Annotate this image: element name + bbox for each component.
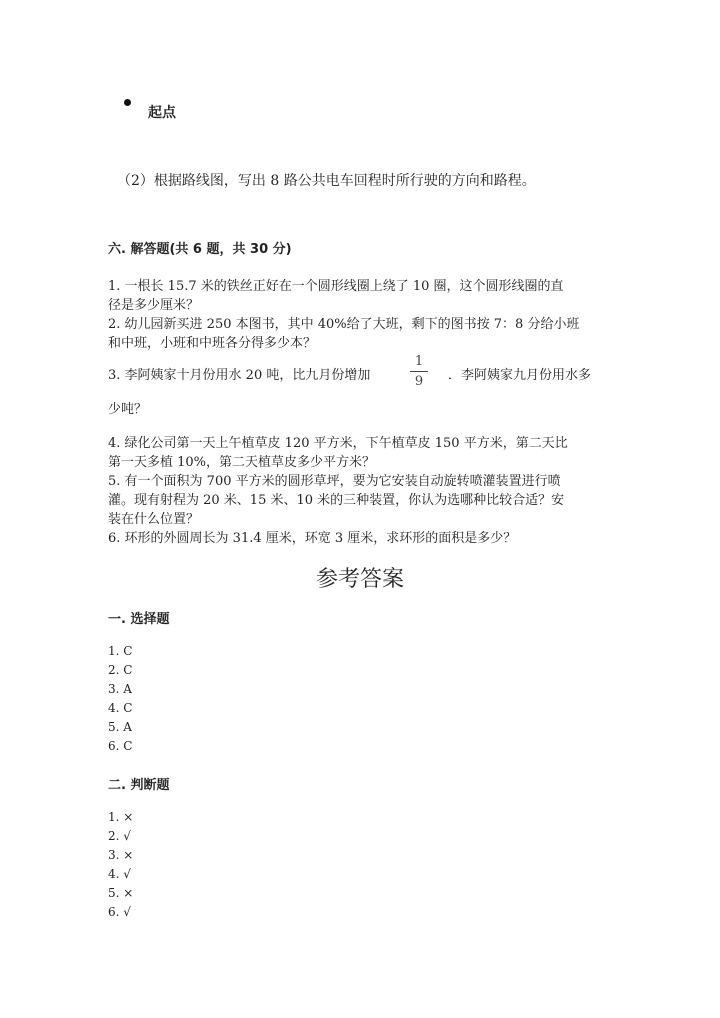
problem-3-text-cont: ．李阿姨家九月份用水多 bbox=[448, 368, 592, 383]
answer-item: 3. A bbox=[108, 682, 132, 696]
fraction-bar bbox=[410, 371, 428, 372]
problem-line: 1. 一根长 15.7 米的铁丝正好在一个圆形线圈上绕了 10 圈，这个圆形线圈的直 bbox=[108, 279, 564, 294]
choice-heading: 一. 选择题 bbox=[108, 612, 170, 627]
question-2-text: （2）根据路线图，写出 8 路公共电车回程时所行驶的方向和路程。 bbox=[117, 173, 536, 189]
answer-item: 6. √ bbox=[108, 905, 131, 919]
answer-item: 2. √ bbox=[108, 829, 131, 843]
fraction-denominator: 9 bbox=[414, 374, 424, 389]
problem-line: 灌。现有射程为 20 米、15 米、10 米的三种装置，你认为选哪种比较合适？安 bbox=[108, 493, 565, 508]
answer-item: 1. C bbox=[108, 644, 133, 658]
answer-item: 5. A bbox=[108, 720, 132, 734]
problem-line: 2. 幼儿园新买进 250 本图书，其中 40%给了大班，剩下的图书按 7：8 分给小班 bbox=[108, 317, 580, 332]
problem-line: 和中班，小班和中班各分得多少本？ bbox=[108, 336, 317, 351]
problem-line: 6. 环形的外圆周长为 31.4 厘米，环宽 3 厘米，求环形的面积是多少？ bbox=[108, 531, 517, 546]
judge-heading: 二. 判断题 bbox=[108, 778, 170, 793]
start-label: 起点 bbox=[148, 105, 176, 121]
fraction-one-ninth bbox=[410, 355, 428, 389]
answer-item: 4. √ bbox=[108, 867, 131, 881]
fraction-numerator: 1 bbox=[414, 354, 424, 369]
problem-line: 径是多少厘米？ bbox=[108, 298, 200, 313]
problem-line: 4. 绿化公司第一天上午植草皮 120 平方米，下午植草皮 150 平方米，第二天比 bbox=[108, 436, 568, 451]
answer-item: 1. × bbox=[108, 810, 134, 824]
problem-3-line2: 少吨？ bbox=[108, 402, 148, 417]
answer-item: 5. × bbox=[108, 886, 134, 900]
answer-item: 4. C bbox=[108, 701, 133, 715]
section-6-heading: 六. 解答题(共 6 题，共 30 分) bbox=[108, 242, 292, 257]
problem-line: 装在什么位置？ bbox=[108, 512, 200, 527]
problem-line: 5. 有一个面积为 700 平方米的圆形草坪，要为它安装自动旋转喷灌装置进行喷 bbox=[108, 474, 561, 489]
answers-title: 参考答案 bbox=[315, 567, 404, 592]
answer-item: 2. C bbox=[108, 663, 133, 677]
start-point-marker bbox=[124, 99, 131, 106]
problem-3-text: 3. 李阿姨家十月份用水 20 吨，比九月份增加 bbox=[108, 368, 371, 383]
answer-item: 6. C bbox=[108, 739, 133, 753]
problem-line: 第一天多植 10%，第二天植草皮多少平方米？ bbox=[108, 455, 376, 470]
answer-item: 3. × bbox=[108, 848, 134, 862]
